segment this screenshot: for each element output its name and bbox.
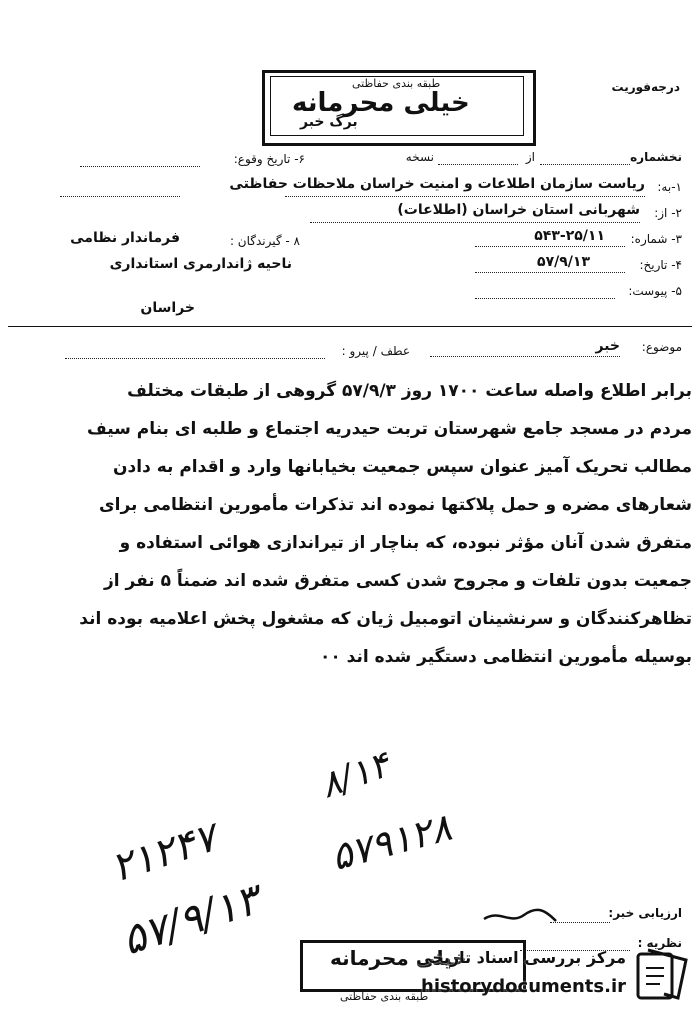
handwritten-note-4: ۵۷/۹/۱۳ — [115, 874, 266, 965]
recipients-value-1: فرماندار نظامی — [70, 230, 180, 246]
from-label: ۲- از: — [654, 206, 682, 220]
body-line: برابر اطلاع واصله ساعت ۱۷۰۰ روز ۵۷/۹/۳ گروهی از طبقات مختلف — [127, 381, 692, 401]
handwritten-note-2: ۵۷۹۱۲۸ — [326, 804, 457, 880]
stamp-text-top: خیلی محرمانه — [292, 88, 470, 118]
stamp-bottom-label: طبقه بندی حفاظتی — [340, 990, 429, 1003]
copy-label: نسخه — [405, 150, 434, 164]
to-value: ریاست سازمان اطلاعات و امنیت خراسان ملاحظات حفاظتی — [229, 176, 645, 192]
subject-value: خبر — [595, 338, 620, 354]
watermark-center-name: مرکز بررسی اسناد تاریخی — [416, 948, 626, 967]
number-label: ۳- شماره: — [630, 232, 682, 246]
divider — [8, 326, 692, 327]
date-value: ۵۷/۹/۱۳ — [537, 254, 590, 270]
recipients-label: ۸ - گیرندگان : — [229, 234, 300, 248]
body-line: بوسیله مأمورین انتظامی دستگیر شده اند ۰۰ — [320, 647, 692, 667]
reference-label: عطف / پیرو : — [341, 344, 410, 358]
subject-label: موضوع: — [641, 340, 682, 354]
form-title: برگ خبر — [300, 114, 358, 130]
signature-mark — [480, 905, 560, 929]
recipients-value-3: خراسان — [140, 300, 195, 316]
handwritten-note-3: ۲۱۲۴۷ — [105, 814, 222, 892]
body-line: جمعیت بدون تلفات و مجروح شدن کسی متفرق شده اند ضمناً ۵ نفر از — [103, 571, 692, 591]
body-line: مطالب تحریک آمیز عنوان سپس جمعیت بخیابانها وارد و اقدام به دادن — [113, 457, 692, 477]
handwritten-note-1: ۸/۱۴ — [315, 744, 396, 807]
body-line: متفرق شدن آنان مؤثر نبوده، که بناچار از تیراندازی هوائی استفاده و — [119, 533, 692, 553]
evaluation-label: ارزیابی خبر: — [608, 906, 682, 920]
watermark — [362, 942, 692, 1008]
from-value: شهربانی استان خراسان (اطلاعات) — [397, 202, 640, 218]
to-label: ۱-به: — [657, 180, 682, 194]
number-value: ۵۴۳-۲۵/۱۱ — [534, 228, 605, 244]
date-label: ۴- تاریخ: — [639, 258, 682, 272]
body-line: شعارهای مضره و حمل پلاکتها نموده اند تذکرات مأمورین انتظامی برای — [99, 495, 692, 515]
priority-label: درجه‌فوریت — [611, 80, 680, 94]
body-line: مردم در مسجد جامع شهرستان تربت حیدریه اجتماع و طلبه ای بنام سیف — [86, 419, 692, 439]
date-of-event-label: ۶- تاریخ وقوع: — [233, 152, 305, 166]
from-copy-label: از — [525, 150, 535, 164]
stamp-top-label: طبقه بندی حفاظتی — [352, 77, 441, 90]
watermark-url: historydocuments.ir — [421, 976, 626, 997]
copy-number-label: نخشماره — [630, 150, 682, 164]
stamp-text-bottom: خیلی محرمانه — [330, 946, 467, 970]
report-body — [8, 372, 692, 676]
archive-logo-icon — [634, 946, 692, 1004]
opinion-label: نظریه : — [637, 936, 682, 950]
attachment-label: ۵- پیوست: — [628, 284, 682, 298]
recipients-value-2: ناحیه ژاندارمری استانداری — [109, 256, 292, 272]
body-line: تظاهرکنندگان و سرنشینان اتومبیل ژیان که مشغول پخش اعلامیه بوده اند — [79, 609, 692, 629]
